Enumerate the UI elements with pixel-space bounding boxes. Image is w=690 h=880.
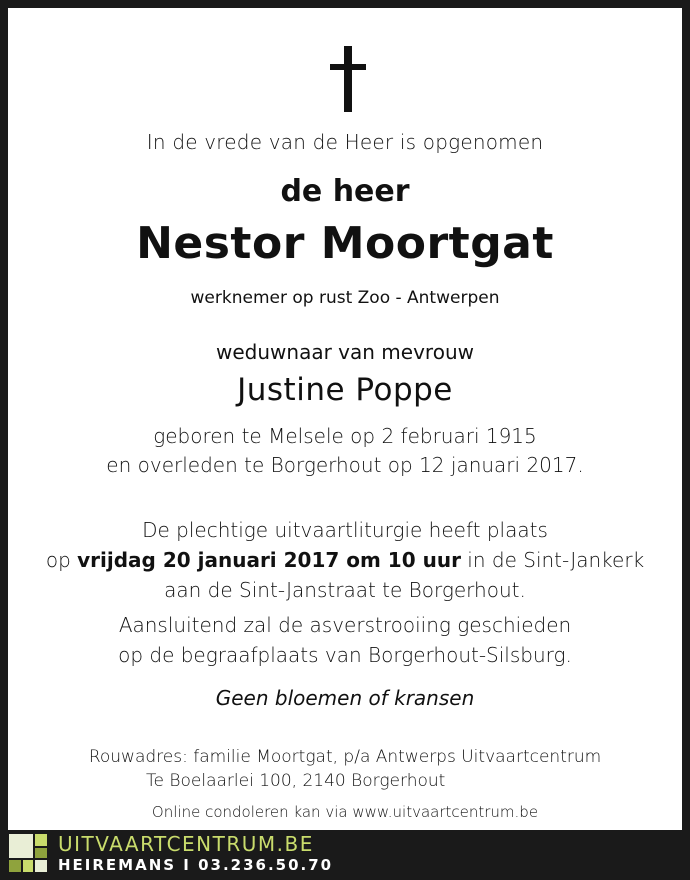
mourning-address-line-2: Te Boelaarlei 100, 2140 Borgerhout	[146, 771, 446, 791]
ash-scattering-line-2: op de begraafplaats van Borgerhout-Silsburg.	[118, 643, 572, 667]
funeral-line-3: aan de Sint-Janstraat te Borgerhout.	[164, 578, 526, 602]
death-notice	[8, 8, 682, 830]
mourning-address-line-1: Rouwadres: familie Moortgat, p/a Antwerps Uitvaartcentrum	[88, 747, 602, 767]
brand-name[interactable]: UITVAARTCENTRUM.BE	[58, 832, 314, 856]
no-flowers-note: Geen bloemen of kransen	[215, 686, 475, 710]
brand-phone: HEIREMANS I 03.236.50.70	[58, 856, 334, 874]
funeral-line-1: De plechtige uitvaartliturgie heeft plaats	[142, 518, 548, 542]
widower-of-label: weduwnaar van mevrouw	[216, 340, 474, 364]
birth-info: geboren te Melsele op 2 februari 1915	[153, 424, 537, 448]
funeral-line-2	[8, 548, 682, 572]
funeral-line-2-prefix: op	[45, 548, 78, 572]
deceased-name: Nestor Moortgat	[136, 218, 554, 269]
spouse-name: Justine Poppe	[237, 372, 453, 408]
funeral-home-banner	[0, 830, 690, 880]
online-condolence-link[interactable]: Online condoleren kan via www.uitvaartcentrum.be	[151, 803, 539, 821]
death-info: en overleden te Borgerhout op 12 januari 2017.	[106, 453, 584, 477]
uitvaartcentrum-logo-icon	[9, 834, 47, 872]
occupation: werknemer op rust Zoo - Antwerpen	[190, 288, 500, 308]
cross-icon	[330, 46, 366, 112]
funeral-date-time: vrijdag 20 januari 2017 om 10 uur	[77, 548, 461, 572]
honorific-title: de heer	[280, 174, 410, 209]
intro-text: In de vrede van de Heer is opgenomen	[146, 130, 544, 154]
funeral-line-2-suffix: in de Sint-Jankerk	[460, 548, 645, 572]
ash-scattering-line-1: Aansluitend zal de asverstrooiing geschieden	[118, 613, 572, 637]
